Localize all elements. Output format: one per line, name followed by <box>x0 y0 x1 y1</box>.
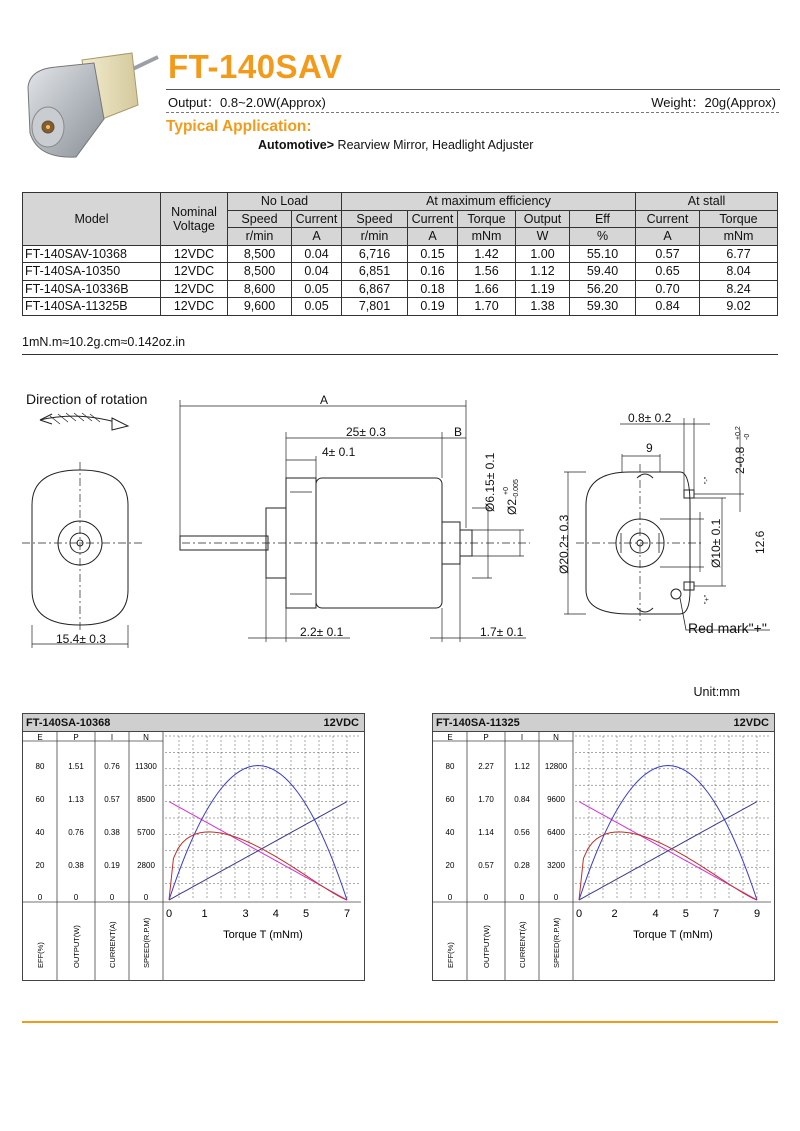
axis-value: 1.13 <box>68 795 84 804</box>
column-header: I <box>110 733 114 742</box>
output-curve <box>169 766 347 900</box>
table-row <box>23 245 778 263</box>
table-cell: 1.12 <box>516 263 570 281</box>
cell-model: FT-140SA-10350 <box>23 263 161 281</box>
x-tick-label: 1 <box>201 908 208 920</box>
th-stall: At stall <box>636 193 778 211</box>
th-max-eff: At maximum efficiency <box>342 193 636 211</box>
axis-value: 0.38 <box>68 861 84 870</box>
axis-value: 0.84 <box>514 795 530 804</box>
x-tick-label: 4 <box>652 908 659 920</box>
axis-value: 20 <box>35 861 45 870</box>
table-cell: 1.70 <box>458 298 516 316</box>
table-cell: 12VDC <box>161 263 228 281</box>
axis-value: 40 <box>445 828 455 837</box>
table-cell: 9,600 <box>228 298 292 316</box>
cell-model: FT-140SAV-10368 <box>23 245 161 263</box>
axis-name: SPEED(R.P.M) <box>142 917 151 968</box>
axis-name: OUTPUT(W) <box>72 925 81 968</box>
dim-terminal-span: 12.6 <box>753 530 767 554</box>
axis-value: 0 <box>37 893 43 902</box>
th-unit: r/min <box>342 228 408 246</box>
dim-bearing: Ø6.15± 0.1 <box>483 452 497 512</box>
column-header: N <box>553 733 559 742</box>
graph-model: FT-140SA-11325 <box>436 717 520 729</box>
dim-hole-tol: -0 <box>744 433 751 440</box>
column-header: P <box>483 733 489 742</box>
graph-header <box>433 714 774 732</box>
axis-value: 2.27 <box>478 762 494 771</box>
weight-spec: Weight：20g(Approx) <box>651 95 776 110</box>
dim-pitch: 9 <box>646 441 653 455</box>
application-label: Automotive> <box>258 138 335 152</box>
x-tick-label: 0 <box>165 908 173 920</box>
table-cell: 9.02 <box>700 298 778 316</box>
table-cell: 12VDC <box>161 280 228 298</box>
table-row <box>23 280 778 298</box>
x-tick-label: 4 <box>272 908 279 920</box>
axis-value: 80 <box>35 762 45 771</box>
dim-length: 25± 0.3 <box>346 425 386 439</box>
axis-name: CURRENT(A) <box>108 921 117 968</box>
dim-b: B <box>454 425 463 439</box>
axis-value: 11300 <box>135 762 157 771</box>
axis-value: 0.57 <box>104 795 120 804</box>
table-cell: 0.04 <box>292 263 342 281</box>
axis-value: 0 <box>143 893 149 902</box>
graph-plot <box>23 732 364 980</box>
axis-value: 0 <box>447 893 453 902</box>
x-tick-label: 7 <box>712 908 720 920</box>
th-unit: A <box>636 228 700 246</box>
polarity-minus: "-" <box>704 476 711 484</box>
application-line <box>258 138 533 152</box>
th-unit: mNm <box>700 228 778 246</box>
table-row <box>23 298 778 316</box>
dashed-divider <box>166 111 780 114</box>
section-divider <box>22 353 778 356</box>
performance-graph <box>432 713 775 981</box>
axis-value: 9600 <box>547 795 565 804</box>
th-unit: A <box>408 228 458 246</box>
th-unit: W <box>516 228 570 246</box>
table-cell: 6,867 <box>342 280 408 298</box>
table-cell: 8,500 <box>228 245 292 263</box>
table-cell: 0.19 <box>408 298 458 316</box>
axis-value: 12800 <box>544 762 568 771</box>
table-cell: 56.20 <box>570 280 636 298</box>
table-cell: 8,600 <box>228 280 292 298</box>
dim-rear: 1.7± 0.1 <box>480 625 524 639</box>
x-axis-label: Torque T (mNm) <box>633 929 713 941</box>
axis-name: EFF(%) <box>36 942 45 968</box>
table-cell: 0.05 <box>292 280 342 298</box>
torque-conversion: 1mN.m≈10.2g.cm≈0.142oz.in <box>22 335 186 349</box>
dim-hole-tol: +0.2 <box>735 426 742 440</box>
axis-value: 6400 <box>547 828 565 837</box>
th-voltage: Nominal Voltage <box>161 193 228 246</box>
x-tick-label: 7 <box>343 908 351 920</box>
axis-value: 0.56 <box>514 828 530 837</box>
axis-value: 5700 <box>137 828 155 837</box>
axis-name: EFF(%) <box>446 942 455 968</box>
axis-name: OUTPUT(W) <box>482 925 491 968</box>
table-cell: 0.05 <box>292 298 342 316</box>
axis-value: 0 <box>73 893 79 902</box>
table-cell: 0.04 <box>292 245 342 263</box>
x-tick-label: 2 <box>611 908 618 920</box>
efficiency-curve <box>579 832 757 900</box>
table-cell: 0.84 <box>636 298 700 316</box>
axis-name: SPEED(R.P.M) <box>552 917 561 968</box>
axis-value: 0.76 <box>104 762 120 771</box>
table-cell: 12VDC <box>161 298 228 316</box>
table-cell: 8,500 <box>228 263 292 281</box>
axis-value: 2800 <box>137 861 155 870</box>
x-tick-label: 9 <box>753 908 761 920</box>
dim-boss: 4± 0.1 <box>322 445 356 459</box>
x-tick-label: 5 <box>302 908 310 920</box>
cell-model: FT-140SA-10336B <box>23 280 161 298</box>
th-sub: Torque <box>458 210 516 228</box>
table-cell: 0.16 <box>408 263 458 281</box>
axis-value: 0.57 <box>478 861 494 870</box>
axis-value: 60 <box>445 795 455 804</box>
table-cell: 0.18 <box>408 280 458 298</box>
dim-width: 15.4± 0.3 <box>56 632 106 646</box>
polarity-plus: "+" <box>704 594 711 604</box>
x-tick-label: 3 <box>242 908 249 920</box>
axis-value: 0 <box>519 893 525 902</box>
column-header: N <box>143 733 149 742</box>
axis-value: 40 <box>35 828 45 837</box>
title-underline <box>166 88 780 91</box>
table-cell: 0.15 <box>408 245 458 263</box>
table-cell: 59.30 <box>570 298 636 316</box>
th-sub: Current <box>408 210 458 228</box>
th-sub: Current <box>292 210 342 228</box>
table-row <box>23 263 778 281</box>
axis-value: 3200 <box>547 861 565 870</box>
output-spec: Output：0.8~2.0W(Approx) <box>168 95 326 110</box>
table-cell: 6.77 <box>700 245 778 263</box>
red-mark-label: Red mark"+" <box>688 620 767 636</box>
axis-value: 1.14 <box>478 828 494 837</box>
spec-table <box>22 192 778 316</box>
output-curve <box>579 766 757 900</box>
th-sub: Speed <box>342 210 408 228</box>
axis-value: 20 <box>445 861 455 870</box>
unit-label: Unit:mm <box>693 685 740 699</box>
table-cell: 0.57 <box>636 245 700 263</box>
table-cell: 1.56 <box>458 263 516 281</box>
table-cell: 12VDC <box>161 245 228 263</box>
axis-value: 60 <box>35 795 45 804</box>
dim-shaft-tol: +0 <box>503 487 510 495</box>
table-cell: 1.00 <box>516 245 570 263</box>
th-unit: A <box>292 228 342 246</box>
dimension-drawing <box>0 380 800 680</box>
motor-photo <box>20 45 165 165</box>
table-cell: 0.65 <box>636 263 700 281</box>
cell-model: FT-140SA-11325B <box>23 298 161 316</box>
graph-plot <box>433 732 774 980</box>
table-cell: 1.42 <box>458 245 516 263</box>
axis-value: 1.12 <box>514 762 530 771</box>
column-header: E <box>37 733 43 742</box>
table-cell: 0.70 <box>636 280 700 298</box>
graph-model: FT-140SA-10368 <box>26 717 111 729</box>
th-sub: Torque <box>700 210 778 228</box>
graph-header <box>23 714 364 732</box>
x-tick-label: 5 <box>682 908 689 920</box>
product-title: FT-140SAV <box>168 48 343 85</box>
th-sub: Speed <box>228 210 292 228</box>
th-unit: mNm <box>458 228 516 246</box>
th-model: Model <box>23 193 161 246</box>
column-header: I <box>520 733 524 742</box>
table-cell: 55.10 <box>570 245 636 263</box>
axis-name: CURRENT(A) <box>518 921 527 968</box>
dim-body: Ø20.2± 0.3 <box>557 514 571 574</box>
axis-value: 0 <box>553 893 559 902</box>
axis-value: 0.28 <box>514 861 530 870</box>
axis-value: 80 <box>445 762 455 771</box>
table-cell: 59.40 <box>570 263 636 281</box>
axis-value: 0 <box>483 893 489 902</box>
th-unit: r/min <box>228 228 292 246</box>
table-cell: 6,716 <box>342 245 408 263</box>
table-cell: 1.66 <box>458 280 516 298</box>
axis-value: 1.51 <box>68 762 84 771</box>
dim-terminal: 0.8± 0.2 <box>628 411 672 425</box>
efficiency-curve <box>169 832 347 900</box>
axis-value: 1.70 <box>478 795 494 804</box>
x-tick-label: 0 <box>575 908 583 920</box>
axis-value: 0.38 <box>104 828 120 837</box>
application-title: Typical Application: <box>166 118 312 135</box>
table-cell: 1.38 <box>516 298 570 316</box>
table-cell: 7,801 <box>342 298 408 316</box>
application-text: Rearview Mirror, Headlight Adjuster <box>334 138 534 152</box>
axis-value: 8500 <box>137 795 155 804</box>
footer-line <box>22 1021 778 1023</box>
th-no-load: No Load <box>228 193 342 211</box>
axis-value: 0.76 <box>68 828 84 837</box>
dim-a: A <box>320 393 329 407</box>
dim-front: 2.2± 0.1 <box>300 625 344 639</box>
column-header: P <box>73 733 79 742</box>
x-axis-label: Torque T (mNm) <box>223 929 303 941</box>
th-sub: Current <box>636 210 700 228</box>
axis-value: 0.19 <box>104 861 120 870</box>
th-sub: Output <box>516 210 570 228</box>
th-unit: % <box>570 228 636 246</box>
column-header: E <box>447 733 453 742</box>
table-cell: 8.24 <box>700 280 778 298</box>
dim-boss-dia: Ø10± 0.1 <box>709 518 723 568</box>
performance-graph <box>22 713 365 981</box>
rotation-label: Direction of rotation <box>26 391 148 407</box>
dim-shaft: Ø2 <box>505 498 519 515</box>
table-cell: 8.04 <box>700 263 778 281</box>
table-cell: 6,851 <box>342 263 408 281</box>
graph-voltage: 12VDC <box>323 717 359 729</box>
axis-value: 0 <box>109 893 115 902</box>
dim-shaft-tol: -0.005 <box>513 479 520 499</box>
th-sub: Eff <box>570 210 636 228</box>
table-cell: 1.19 <box>516 280 570 298</box>
dim-terminal-hole: 2-0.8 <box>733 446 747 474</box>
graph-voltage: 12VDC <box>733 717 769 729</box>
